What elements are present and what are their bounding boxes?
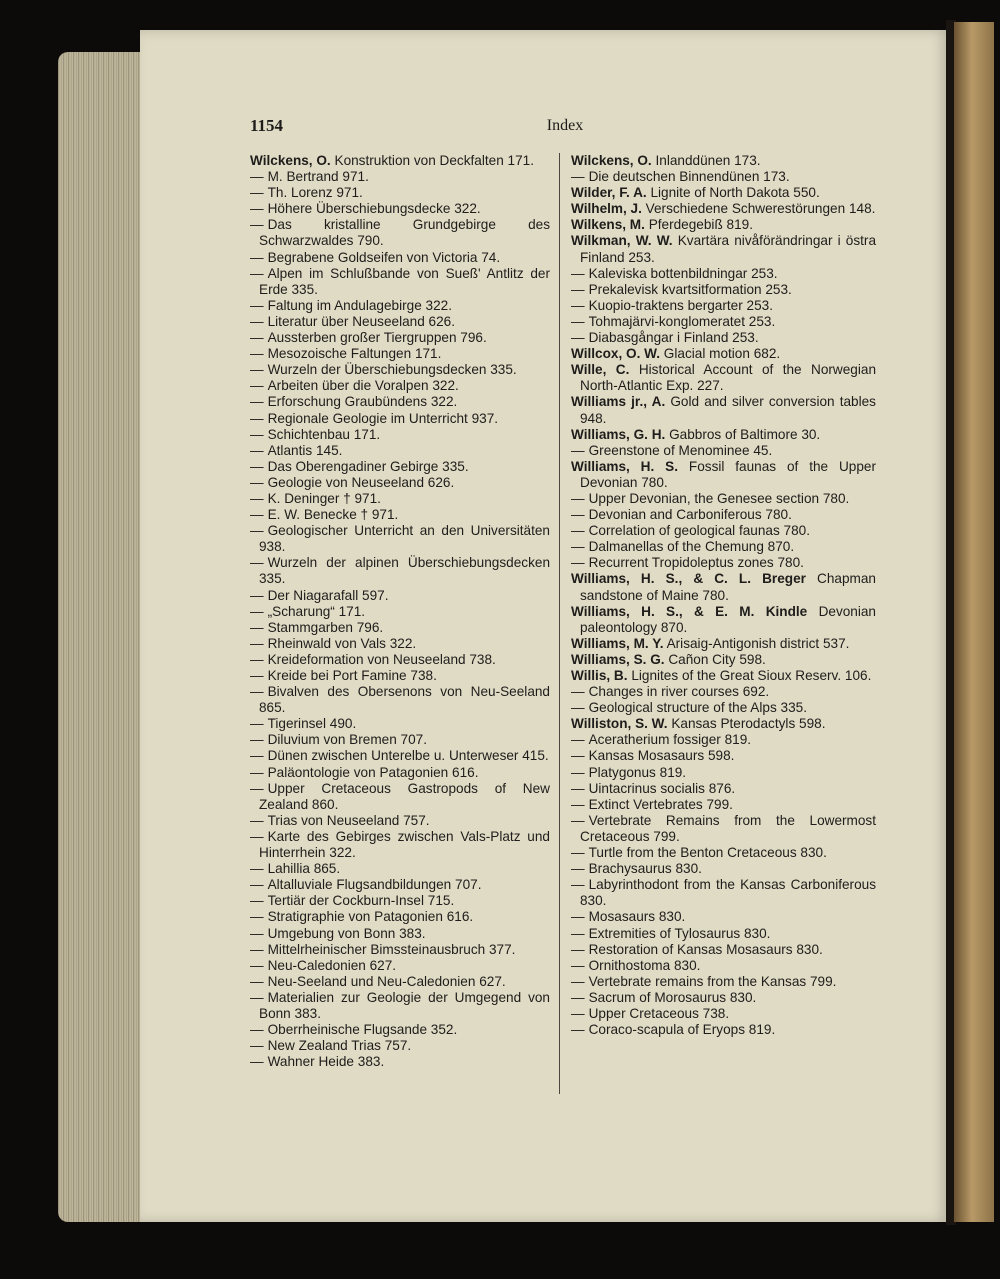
index-text: Gabbros of Baltimore 30. bbox=[669, 426, 821, 442]
index-entry bbox=[571, 765, 876, 781]
index-text: Bivalven des Obersenons von Neu-Seeland 865. bbox=[259, 684, 550, 716]
index-dash: — bbox=[571, 877, 585, 893]
index-text: Upper Cretaceous 738. bbox=[588, 1005, 730, 1021]
index-entry bbox=[571, 266, 876, 282]
index-entry bbox=[250, 652, 550, 668]
index-entry bbox=[250, 443, 550, 459]
index-text: Gold and silver conversion tables 948. bbox=[580, 394, 876, 426]
index-text: Kansas Mosasaurs 598. bbox=[588, 748, 735, 764]
index-entry bbox=[250, 298, 550, 314]
index-entry bbox=[571, 668, 876, 684]
index-dash: — bbox=[250, 523, 264, 539]
index-text: Konstruktion von Deckfalten 171. bbox=[334, 153, 534, 168]
index-entry bbox=[250, 394, 550, 410]
index-dash: — bbox=[250, 474, 264, 490]
index-entry bbox=[250, 668, 550, 684]
index-entry bbox=[250, 475, 550, 491]
index-entry bbox=[250, 491, 550, 507]
index-text: Devonian paleontology 870. bbox=[580, 603, 876, 635]
index-dash: — bbox=[250, 330, 264, 346]
index-dash: — bbox=[571, 442, 585, 458]
index-entry bbox=[571, 684, 876, 700]
index-text: Neu-Caledonien 627. bbox=[267, 957, 397, 973]
index-entry bbox=[571, 700, 876, 716]
index-dash: — bbox=[571, 523, 585, 539]
index-dash: — bbox=[571, 265, 585, 281]
index-entry bbox=[250, 990, 550, 1022]
index-entry bbox=[571, 491, 876, 507]
index-entry bbox=[571, 958, 876, 974]
index-text: Atlantis 145. bbox=[267, 442, 343, 458]
index-text: Altalluviale Flugsandbildungen 707. bbox=[267, 877, 482, 893]
index-text: Lahillia 865. bbox=[267, 861, 341, 877]
index-dash: — bbox=[250, 716, 264, 732]
index-entry bbox=[250, 1054, 550, 1070]
index-text: New Zealand Trias 757. bbox=[267, 1038, 412, 1054]
index-entry bbox=[250, 781, 550, 813]
index-entry bbox=[571, 1006, 876, 1022]
index-author: Wilkens, M. bbox=[571, 217, 645, 233]
index-text: Kansas Pterodactyls 598. bbox=[671, 716, 826, 732]
index-entry bbox=[571, 748, 876, 764]
index-entry bbox=[250, 362, 550, 378]
index-author: Williams, G. H. bbox=[571, 426, 666, 442]
index-dash: — bbox=[250, 828, 264, 844]
index-entry bbox=[571, 233, 876, 265]
index-text: Alpen im Schlußbande von Sueß' Antlitz der Erde 335. bbox=[259, 265, 550, 297]
index-dash: — bbox=[250, 861, 264, 877]
index-entry bbox=[571, 942, 876, 958]
index-dash: — bbox=[250, 587, 264, 603]
index-text: Karte des Gebirges zwischen Vals-Platz und Hinterrhein 322. bbox=[259, 828, 550, 861]
index-text: Das kristalline Grundgebirge des Schwarzwaldes 790. bbox=[259, 217, 550, 249]
index-text: Labyrinthodont from the Kansas Carboniferous 830. bbox=[580, 877, 876, 909]
index-entry bbox=[571, 974, 876, 990]
index-dash: — bbox=[571, 780, 585, 796]
index-text: Kvartära nivåförändringar i östra Finland 253. bbox=[580, 233, 877, 265]
index-text: Wahner Heide 383. bbox=[267, 1054, 385, 1070]
index-entry bbox=[250, 1022, 550, 1038]
index-entry bbox=[571, 555, 876, 571]
index-entry bbox=[250, 974, 550, 990]
index-text: Coraco-scapula of Eryops 819. bbox=[588, 1022, 776, 1038]
index-entry bbox=[250, 748, 550, 764]
index-dash: — bbox=[250, 426, 264, 442]
index-author: Williams, H. S., & C. L. Breger bbox=[571, 571, 806, 587]
index-entry bbox=[250, 201, 550, 217]
index-dash: — bbox=[250, 442, 264, 458]
index-entry bbox=[250, 684, 550, 716]
index-text: Th. Lorenz 971. bbox=[267, 185, 363, 201]
index-entry bbox=[571, 427, 876, 443]
index-entry bbox=[571, 539, 876, 555]
index-text: Restoration of Kansas Mosasaurs 830. bbox=[588, 941, 823, 957]
index-dash: — bbox=[250, 957, 264, 973]
index-entry bbox=[250, 893, 550, 909]
index-entry bbox=[250, 507, 550, 523]
index-dash: — bbox=[250, 313, 264, 329]
index-dash: — bbox=[571, 700, 585, 716]
index-entry bbox=[571, 362, 876, 394]
index-author: Wilkman, W. W. bbox=[571, 233, 673, 249]
index-dash: — bbox=[571, 297, 585, 313]
index-dash: — bbox=[250, 764, 264, 780]
index-entry bbox=[571, 877, 876, 909]
index-text: Dalmanellas of the Chemung 870. bbox=[588, 539, 795, 555]
index-text: M. Bertrand 971. bbox=[267, 169, 369, 185]
index-text: Begrabene Goldseifen von Victoria 74. bbox=[267, 249, 501, 265]
index-text: E. W. Benecke † 971. bbox=[267, 507, 399, 523]
index-dash: — bbox=[250, 812, 264, 828]
index-author: Willis, B. bbox=[571, 668, 628, 683]
index-dash: — bbox=[250, 265, 264, 281]
index-entry bbox=[571, 153, 876, 169]
index-entry bbox=[571, 459, 876, 491]
index-dash: — bbox=[250, 507, 264, 523]
index-dash: — bbox=[571, 330, 585, 346]
index-dash: — bbox=[571, 861, 585, 877]
index-entry bbox=[571, 217, 876, 233]
page-number: 1154 bbox=[250, 116, 284, 135]
index-text: Glacial motion 682. bbox=[663, 346, 781, 362]
index-text: Extinct Vertebrates 799. bbox=[588, 796, 733, 812]
index-text: Arbeiten über die Voralpen 322. bbox=[267, 378, 459, 394]
index-entry bbox=[571, 571, 876, 603]
index-entry bbox=[571, 201, 876, 217]
index-dash: — bbox=[250, 378, 264, 394]
index-text: Fossil faunas of the Upper Devonian 780. bbox=[580, 458, 877, 490]
index-entry bbox=[250, 942, 550, 958]
index-entry bbox=[571, 185, 876, 201]
index-text: Stammgarben 796. bbox=[267, 619, 384, 635]
index-author: Willcox, O. W. bbox=[571, 346, 661, 362]
index-text: Mesozoische Faltungen 171. bbox=[267, 346, 442, 362]
index-dash: — bbox=[250, 249, 264, 265]
index-text: Vertebrate remains from the Kansas 799. bbox=[588, 973, 837, 989]
index-entry bbox=[571, 169, 876, 185]
index-text: Rheinwald von Vals 322. bbox=[267, 635, 417, 651]
index-text: Erforschung Graubündens 322. bbox=[267, 394, 458, 410]
index-column-left bbox=[250, 153, 550, 1070]
index-dash: — bbox=[250, 297, 264, 313]
index-dash: — bbox=[250, 732, 264, 748]
index-entry bbox=[571, 781, 876, 797]
index-entry bbox=[571, 845, 876, 861]
index-dash: — bbox=[250, 925, 264, 941]
index-text: Extremities of Tylosaurus 830. bbox=[588, 925, 771, 941]
index-dash: — bbox=[250, 490, 264, 506]
index-entry bbox=[250, 861, 550, 877]
index-entry bbox=[571, 507, 876, 523]
index-dash: — bbox=[250, 748, 264, 764]
index-entry bbox=[250, 732, 550, 748]
index-dash: — bbox=[250, 635, 264, 651]
index-dash: — bbox=[250, 684, 264, 700]
index-text: Cañon City 598. bbox=[668, 651, 766, 667]
index-entry bbox=[250, 266, 550, 298]
index-dash: — bbox=[250, 941, 264, 957]
index-text: Wurzeln der Überschiebungsdecken 335. bbox=[267, 362, 517, 378]
index-entry bbox=[250, 829, 550, 861]
index-entry bbox=[250, 958, 550, 974]
index-text: Trias von Neuseeland 757. bbox=[267, 812, 430, 828]
index-text: Materialien zur Geologie der Umgegend von Bonn 383. bbox=[259, 989, 550, 1021]
index-dash: — bbox=[571, 684, 585, 700]
page-header bbox=[250, 116, 880, 138]
index-text: Diabasgångar i Finland 253. bbox=[588, 330, 759, 346]
index-author: Wille, C. bbox=[571, 362, 630, 378]
index-dash: — bbox=[250, 346, 264, 362]
index-dash: — bbox=[571, 313, 585, 329]
index-entry bbox=[571, 909, 876, 925]
index-dash: — bbox=[250, 458, 264, 474]
index-entry bbox=[571, 282, 876, 298]
index-entry bbox=[571, 652, 876, 668]
index-dash: — bbox=[571, 925, 585, 941]
index-author: Wilhelm, J. bbox=[571, 201, 642, 217]
index-dash: — bbox=[571, 1022, 585, 1038]
index-text: Turtle from the Benton Cretaceous 830. bbox=[588, 845, 827, 861]
index-entry bbox=[571, 523, 876, 539]
index-dash: — bbox=[571, 490, 585, 506]
index-text: Mosasaurs 830. bbox=[588, 909, 686, 925]
index-entry bbox=[250, 636, 550, 652]
index-text: Faltung im Andulagebirge 322. bbox=[267, 297, 452, 313]
index-entry bbox=[250, 411, 550, 427]
index-dash: — bbox=[571, 941, 585, 957]
index-entry bbox=[571, 330, 876, 346]
index-dash: — bbox=[250, 1054, 264, 1070]
index-text: Tigerinsel 490. bbox=[267, 716, 357, 732]
index-entry bbox=[250, 926, 550, 942]
index-entry bbox=[250, 153, 550, 169]
index-text: Die deutschen Binnendünen 173. bbox=[588, 169, 790, 185]
index-text: Verschiedene Schwerestörungen 148. bbox=[645, 201, 876, 217]
index-text: Devonian and Carboniferous 780. bbox=[588, 507, 792, 523]
index-text: „Scharung“ 171. bbox=[267, 603, 366, 619]
index-text: Mittelrheinischer Bimssteinausbruch 377. bbox=[267, 941, 516, 957]
index-entry bbox=[250, 250, 550, 266]
index-text: Prekalevisk kvartsitformation 253. bbox=[588, 281, 792, 297]
index-dash: — bbox=[571, 748, 585, 764]
index-entry bbox=[571, 990, 876, 1006]
index-dash: — bbox=[250, 973, 264, 989]
index-text: Wurzeln der alpinen Überschiebungsdecken 335. bbox=[259, 555, 550, 587]
index-dash: — bbox=[250, 1038, 264, 1054]
index-entry bbox=[250, 877, 550, 893]
index-text: Geological structure of the Alps 335. bbox=[588, 700, 807, 716]
index-entry bbox=[571, 443, 876, 459]
index-author: Wilckens, O. bbox=[571, 153, 652, 168]
index-dash: — bbox=[250, 201, 264, 217]
index-entry bbox=[250, 1038, 550, 1054]
index-dash: — bbox=[250, 989, 264, 1005]
index-text: Dünen zwischen Unterelbe u. Unterweser 415. bbox=[267, 748, 549, 764]
index-entry bbox=[250, 314, 550, 330]
index-entry bbox=[571, 861, 876, 877]
index-text: Arisaig-Antigonish district 537. bbox=[666, 635, 850, 651]
index-text: Kreide bei Port Famine 738. bbox=[267, 668, 437, 683]
index-entry bbox=[571, 636, 876, 652]
facing-page-edge bbox=[954, 22, 994, 1222]
index-author: Williams, H. S., & E. M. Kindle bbox=[571, 603, 808, 619]
index-entry bbox=[250, 555, 550, 587]
index-text: Historical Account of the Norwegian North-Atlantic Exp. 227. bbox=[580, 362, 877, 394]
index-dash: — bbox=[571, 909, 585, 925]
index-dash: — bbox=[571, 1005, 585, 1021]
index-text: Tohmajärvi-konglomeratet 253. bbox=[588, 313, 776, 329]
index-dash: — bbox=[571, 169, 585, 185]
index-text: Sacrum of Morosaurus 830. bbox=[588, 989, 757, 1005]
index-text: Der Niagarafall 597. bbox=[267, 587, 389, 603]
index-dash: — bbox=[250, 185, 264, 201]
index-text: Pferdegebiß 819. bbox=[648, 217, 753, 233]
index-author: Williams jr., A. bbox=[571, 394, 666, 410]
index-entry bbox=[250, 169, 550, 185]
index-text: Stratigraphie von Patagonien 616. bbox=[267, 909, 474, 925]
index-text: Paläontologie von Patagonien 616. bbox=[267, 764, 479, 780]
index-author: Wilder, F. A. bbox=[571, 185, 647, 201]
index-author: Williams, M. Y. bbox=[571, 635, 664, 651]
index-dash: — bbox=[571, 845, 585, 861]
index-text: Kaleviska bottenbildningar 253. bbox=[588, 265, 778, 281]
index-author: Williams, S. G. bbox=[571, 651, 665, 667]
running-head: Index bbox=[546, 117, 584, 134]
index-dash: — bbox=[250, 410, 264, 426]
index-dash: — bbox=[571, 555, 585, 571]
index-dash: — bbox=[250, 217, 264, 233]
index-text: Vertebrate Remains from the Lowermost Cretaceous 799. bbox=[580, 812, 876, 844]
index-entry bbox=[250, 217, 550, 249]
index-text: Lignite of North Dakota 550. bbox=[650, 185, 820, 201]
index-text: Platygonus 819. bbox=[588, 764, 687, 780]
index-entry bbox=[250, 427, 550, 443]
index-text: Das Oberengadiner Gebirge 335. bbox=[267, 458, 469, 474]
index-author: Williston, S. W. bbox=[571, 716, 668, 732]
index-column-right bbox=[571, 153, 876, 1038]
index-text: Inlanddünen 173. bbox=[655, 153, 761, 168]
index-dash: — bbox=[250, 780, 264, 796]
index-dash: — bbox=[250, 893, 264, 909]
index-entry bbox=[250, 185, 550, 201]
index-entry bbox=[250, 378, 550, 394]
index-text: Chapman sandstone of Maine 780. bbox=[580, 571, 876, 603]
index-text: Umgebung von Bonn 383. bbox=[267, 925, 426, 941]
index-entry bbox=[250, 604, 550, 620]
index-entry bbox=[250, 523, 550, 555]
index-entry bbox=[571, 394, 876, 426]
index-text: Diluvium von Bremen 707. bbox=[267, 732, 428, 748]
index-text: Correlation of geological faunas 780. bbox=[588, 523, 811, 539]
index-entry bbox=[250, 588, 550, 604]
index-dash: — bbox=[250, 394, 264, 410]
index-text: K. Deninger † 971. bbox=[267, 490, 381, 506]
index-text: Uintacrinus socialis 876. bbox=[588, 780, 736, 796]
index-text: Ornithostoma 830. bbox=[588, 957, 701, 973]
index-entry bbox=[250, 813, 550, 829]
index-entry bbox=[571, 797, 876, 813]
index-text: Regionale Geologie im Unterricht 937. bbox=[267, 410, 499, 426]
index-entry bbox=[250, 346, 550, 362]
index-entry bbox=[250, 765, 550, 781]
index-text: Geologischer Unterricht an den Universitäten 938. bbox=[259, 523, 550, 555]
index-entry bbox=[571, 926, 876, 942]
index-dash: — bbox=[250, 169, 264, 185]
index-entry bbox=[250, 330, 550, 346]
index-author: Wilckens, O. bbox=[250, 153, 331, 168]
index-dash: — bbox=[571, 796, 585, 812]
index-entry bbox=[250, 716, 550, 732]
index-text: Aceratherium fossiger 819. bbox=[588, 732, 752, 748]
index-dash: — bbox=[250, 877, 264, 893]
index-entry bbox=[250, 459, 550, 475]
index-entry bbox=[571, 298, 876, 314]
index-text: Höhere Überschiebungsdecke 322. bbox=[267, 201, 481, 217]
index-text: Tertiär der Cockburn-Insel 715. bbox=[267, 893, 455, 909]
index-dash: — bbox=[250, 362, 264, 378]
index-dash: — bbox=[250, 909, 264, 925]
index-text: Kreideformation von Neuseeland 738. bbox=[267, 651, 496, 667]
index-dash: — bbox=[250, 1022, 264, 1038]
index-dash: — bbox=[250, 603, 264, 619]
index-dash: — bbox=[250, 651, 264, 667]
index-dash: — bbox=[571, 989, 585, 1005]
index-text: Greenstone of Menominee 45. bbox=[588, 442, 773, 458]
index-dash: — bbox=[571, 973, 585, 989]
index-dash: — bbox=[571, 812, 585, 828]
index-author: Williams, H. S. bbox=[571, 458, 679, 474]
index-text: Upper Cretaceous Gastropods of New Zealand 860. bbox=[259, 780, 550, 812]
index-text: Schichtenbau 171. bbox=[267, 426, 381, 442]
index-text: Lignites of the Great Sioux Reserv. 106. bbox=[631, 668, 872, 683]
index-dash: — bbox=[571, 732, 585, 748]
index-text: Aussterben großer Tiergruppen 796. bbox=[267, 330, 487, 346]
index-text: Geologie von Neuseeland 626. bbox=[267, 474, 455, 490]
index-entry bbox=[571, 314, 876, 330]
index-dash: — bbox=[250, 555, 264, 571]
index-entry bbox=[571, 1022, 876, 1038]
index-text: Upper Devonian, the Genesee section 780. bbox=[588, 490, 850, 506]
index-dash: — bbox=[250, 619, 264, 635]
index-dash: — bbox=[571, 539, 585, 555]
index-dash: — bbox=[571, 957, 585, 973]
index-dash: — bbox=[571, 281, 585, 297]
index-entry bbox=[571, 346, 876, 362]
index-text: Literatur über Neuseeland 626. bbox=[267, 313, 456, 329]
index-dash: — bbox=[571, 764, 585, 780]
index-entry bbox=[571, 716, 876, 732]
index-entry bbox=[571, 604, 876, 636]
index-entry bbox=[250, 620, 550, 636]
column-rule bbox=[559, 153, 560, 1094]
index-text: Brachysaurus 830. bbox=[588, 861, 702, 877]
index-text: Changes in river courses 692. bbox=[588, 684, 770, 700]
index-dash: — bbox=[250, 668, 264, 683]
index-text: Kuopio-traktens bergarter 253. bbox=[588, 297, 773, 313]
index-text: Recurrent Tropidoleptus zones 780. bbox=[588, 555, 804, 571]
index-text: Neu-Seeland und Neu-Caledonien 627. bbox=[267, 973, 506, 989]
index-entry bbox=[250, 909, 550, 925]
index-entry bbox=[571, 732, 876, 748]
index-text: Oberrheinische Flugsande 352. bbox=[267, 1022, 458, 1038]
index-dash: — bbox=[571, 507, 585, 523]
index-entry bbox=[571, 813, 876, 845]
